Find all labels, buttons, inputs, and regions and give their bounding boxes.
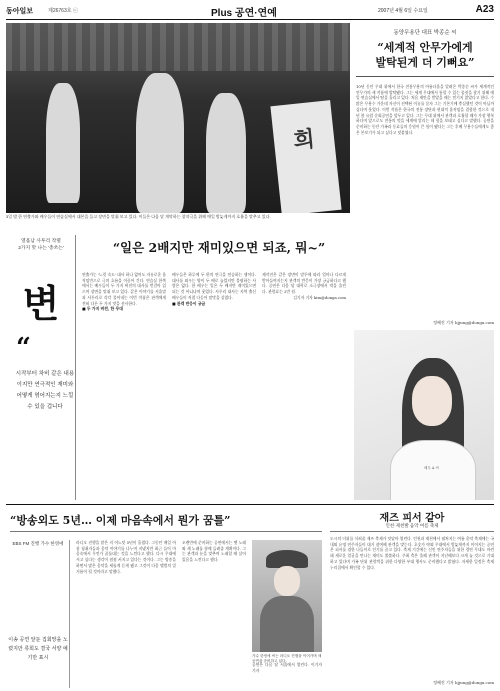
main-article-headline: “일은 2배지만 재미있으면 되죠, 뭐~” <box>112 240 326 255</box>
sidebar-kicker <box>6 239 76 252</box>
bottom-article-column <box>76 540 176 688</box>
main-article-text: 배우들은 하루에 두 편의 연극을 연습하는 셈이다. 대사를 외우는 양이 두 배로 늘었지만 불평하는 사람은 없다. 한 배우는 일은 두 배지만 재미있으면 되는 것 아니냐며 웃었다. 사투리 대사는 지역 출신 배우들이 직접 다듬어 말맛을 살렸다. <box>172 272 256 300</box>
main-article-column <box>172 272 256 500</box>
sidebar-kicker-line: 열흘남 사투리 작렬 <box>21 239 61 244</box>
sidebar-quote: 시작부터 차비 같은 내용이지만 연극적인 재미와 어떻게 엮어지는지 느낄 수 있을 겁니다 <box>15 371 75 410</box>
photo-inline-caption: 배우 A 씨 <box>424 466 439 470</box>
main-article-column <box>82 272 166 500</box>
top-article-rule <box>356 76 494 77</box>
bottom-article-title: “방송외도 5년… 이제 마음속에서 뭔가 꿈틀” <box>10 514 231 527</box>
corner-article-subtitle: 인천·제천발 음악 여름 축제 <box>385 523 439 528</box>
issue-meta: 제26763호 ⓒ <box>48 8 78 14</box>
photo-banner <box>270 100 341 213</box>
main-article-text: 연출가는 '느릿 속도' 대사 하나 없어도 자유로운 움직임만으로 극의 흐름을 이끌어 간다. 연습실 한쪽에서는 배우들이 두 가지 버전의 대사를 번갈아 읽으며 장면을 맞춰 보고 있다. 같은 이야기를 서울말과 사투리로 각각 풀어내는 이번 작품은 관객에게 전혀 다른 두 가지 맛을 선사한다. <box>82 272 166 306</box>
bottom-article-column <box>182 540 246 688</box>
top-article-kicker: 동양무용단 대표 박종순 씨 <box>393 30 457 36</box>
top-article-byline: 정혜진 기자 hjjung@donga.com <box>433 320 494 326</box>
section-title <box>211 4 277 19</box>
main-article-column <box>262 272 346 500</box>
sidebar-big-character: 변 <box>22 281 60 326</box>
bottom-sidebar-kicker: EBS FM 진행 가수 한영애 <box>12 541 64 546</box>
bottom-article-text: 라디오 진행을 맡은 지 어느덧 5년이 흘렀다. 그동안 매일 아침 청취자들과 음악 이야기를 나누며 지냈지만 최근 들어 마음속에서 무언가 꿈틀대는 것을 느낀다고 했다. 다시 무대에 서고 싶다는 생각이 점점 커지고 있다는 것이다. 그는 방송을 하면서 많은 음악을 새롭게 듣게 됐고 그것이 다음 앨범의 밑거름이 될 것이라고 말했다. <box>76 540 176 574</box>
rehearsal-photo <box>6 23 350 213</box>
top-article-text: 10년 동안 무대 위에서 한국 전통무용의 아름다움을 알려온 박종순 씨가 세계적인 안무가의 새 작품에 발탁됐다. 그는 세계 무대에서 통할 수 있는 몸짓을 찾기 위해 매일 연습실에서 땀을 흘리고 있다. 처음 제안을 받았을 때는 믿기지 않았다고 한다. 수많은 무용수 가운데 자신이 선택된 이유를 묻자 그는 기본기에 충실했던 것이 아닐까 싶다며 웃었다. 이번 작품은 한국의 전통 장단과 현대적 움직임을 결합한 것으로 내년 봄 유럽 순회공연을 앞두고 있다. 그는 무대 위에서 관객과 호흡할 때가 가장 행복하다며 앞으로도 전통의 멋을 세계에 알리는 데 힘을 보태고 싶다고 말했다. 공연을 준비하는 동안 가족과 동료들의 응원이 큰 힘이 됐다는 그는 후배 무용수들에게도 좋은 본보기가 되고 싶다고 덧붙였다. <box>356 84 494 135</box>
bottom-article-text: 오랜만에 준비하는 공연에서는 옛 노래와 새 노래를 함께 들려줄 계획이다. 그는 관객과 눈을 맞추며 노래할 때 살아 있음을 느낀다고 했다. <box>182 540 246 563</box>
top-title-line: “세계적 안무가에게 <box>377 41 473 54</box>
photo-face <box>412 376 452 426</box>
main-article-text: 제작진은 같은 장면이 말투에 따라 얼마나 다르게 받아들여지는지 관객의 반응이 가장 궁금하다고 했다. 공연은 다음 달 대학로 소극장에서 막을 올린다. 관람료는 2만 원. <box>262 272 346 295</box>
photo-body <box>260 596 314 652</box>
photo-face <box>274 566 300 596</box>
top-title-line: 발탁된게 더 기뻐요” <box>375 56 475 69</box>
top-article-body <box>356 84 494 326</box>
bottom-article-sidebar <box>6 540 70 688</box>
corner-article-byline: 정혜진 기자 hjjung@donga.com <box>433 680 494 686</box>
actress-photo <box>354 330 494 500</box>
photo-figure <box>46 83 80 203</box>
main-article-byline: 김기자 기자 kim@donga.com <box>293 294 346 300</box>
page-number: A23 <box>475 4 494 15</box>
section-divider <box>6 504 494 505</box>
main-article-subhead: ■ 두 가지 버전, 한 무대 <box>82 306 123 312</box>
photo-ceiling <box>6 23 350 71</box>
section-plus: Plus <box>211 8 233 19</box>
singer-photo <box>252 540 322 652</box>
photo-caption: 3일 밤 한 연출가와 배우들이 연습실에서 대본을 들고 장면을 맞춰 보고 있다. 이들은 다음 달 개막하는 창작극을 위해 매일 밤늦게까지 호흡을 맞추고 있다. <box>6 214 271 219</box>
photo-figure <box>206 93 246 213</box>
corner-article-text: 도시의 더위를 식혀줄 재즈 축제가 잇달아 열린다. 인천과 제천에서 펼쳐지는 여름 음악 축제에는 국내외 유명 연주자들이 대거 참여해 관객을 맞는다. 호숫가 야외 무대에서 밤늦게까지 이어지는 공연은 피서를 겸한 나들이로 인기를 끌고 있다. 축제 기간에는 신인 연주자들을 위한 경연 무대도 마련돼 새로운 얼굴을 만나는 재미도 쏠쏠하다. 주최 측은 올해 관객이 지난해보다 크게 늘 것으로 기대하고 있다며 가족 단위 관람객을 위한 다양한 부대 행사도 준비했다고 밝혔다. 자세한 일정은 축제 누리집에서 확인할 수 있다. <box>330 536 494 570</box>
bottom-article-column <box>252 662 322 688</box>
corner-article-rule <box>330 531 494 532</box>
main-article-subhead: ■ 관객 반응이 궁금 <box>172 300 206 306</box>
bottom-sidebar-quote: 이송 공연 앞둔 집회망을 노렸지만 류희도 결국 서양 예기만 표시 <box>8 637 68 661</box>
corner-article-body <box>330 536 494 686</box>
main-article-sidebar <box>6 235 76 500</box>
top-article-title <box>356 40 494 70</box>
photo-figure <box>136 73 184 213</box>
banner-text: 희 <box>292 126 317 155</box>
bottom-article-text: 공연은 다음 달 서울에서 열린다. 이기자 기자 <box>252 662 322 673</box>
sidebar-kicker-line: 2가지 맛 나는 '총쏘는' <box>18 245 64 251</box>
section-name: 공연·연예 <box>234 8 277 19</box>
page-header <box>6 4 494 20</box>
newspaper-name: 동아일보 <box>6 8 34 15</box>
issue-date: 2007년 4월 6일 수요일 <box>378 8 428 14</box>
singer-photo-caption: 가수 한영애 씨는 라디오 진행을 이어가며 새 공연을 준비하고 있다. <box>252 654 322 663</box>
bottom-article-rule <box>10 531 322 532</box>
corner-article-title: 재즈 피서 같아 <box>379 513 445 524</box>
quote-mark-icon: “ <box>16 333 31 363</box>
